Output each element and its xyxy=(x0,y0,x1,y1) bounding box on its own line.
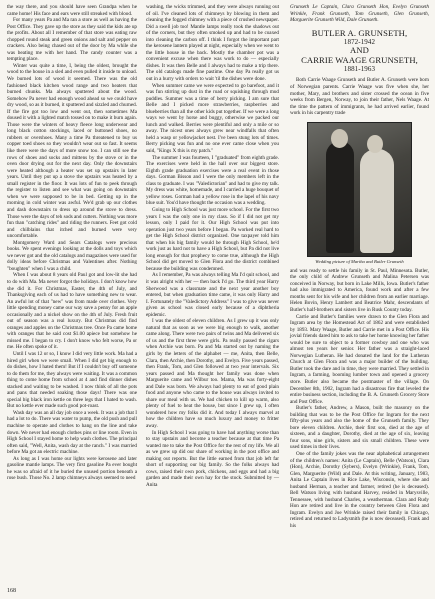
title-line-1: BUTLER A. GRUNSETH, xyxy=(311,27,408,38)
article-body-start xyxy=(290,77,429,116)
paragraph: Carrie and Butler's families were drawn to the Glen Flora and Ingram area by the Homestead Act of 1862 and were established by 1893. Mary Waage, Butler and Carrie met in a Post Office. His jovial friends dared him to ask to take her home knowing her father would be sure to object to a former cowboy and one who was almost ten years her senior. Her father was a straight-laced Norwegian Lutheran. He had donated the land for the Lutheran Church at Glen Flora and was a major builder of the building. Butler took the dare and in time, they were married. They settled in Ingram, a farming, booming lumber town and opened a grocery store. Butler also became the postmaster of the village. On December 8th, 1902, Ingram had a disastrous fire that leveled the entire business section, including the B. A. Grunseth Grocery Store and Post Office. xyxy=(290,313,429,405)
paragraph: Grunseth Le Captain, Clara Grunseth Hon, Evelyn Grunseth Wrinkle, Frank Grunseth, Tom Grunseth, Glen Grunseth, Marguerite Grunseth Wild, Dale Grunseth. xyxy=(290,4,429,24)
column-right xyxy=(290,4,429,530)
article-body-rest xyxy=(290,268,429,530)
groom-figure xyxy=(326,141,354,253)
paragraph: When summer came we were expected to go barefoot, and it was fun stirring up dust in the road or squishing through mud puddles. Summer was a time of berry picking. I am sure that Belle and I picked more strawberries, raspberries and blueberries than all the other kids put together. If we were a long ways we went by horse and buggy, otherwise we packed our lunch and walked. Berries were plentiful and only a mile or so away. The nicest ones always grew near windfalls that often held a wasp or yellowjacket nest. I've been stung lots of times. Berry picking was fun and no one ever came close when you said, "Kings X this is my patch." xyxy=(146,82,279,155)
photo-caption: Wedding picture of Martha and Butler Grunseth xyxy=(315,258,404,264)
paragraph: Until I was 12 or so, I know I did very little work. Ma had a hired girl when we were small. When I did get big enough to do dishes, how I hated them! But if I couldn't buy off someone to do them for me, they always were waiting. It was a common thing to come home from school at 4 and find dinner dishes stacked and waiting to be washed. I now think of all the pots and pans that needed soaking those days! There was one special big black iron kettle on three legs that I hated to wash. But no kettle ever made such good pot-roast. xyxy=(7,350,137,410)
paragraph: Butler's father, Andrew, a Mason, built the masonry on the building that was to be the Post Office for Ingram for the next fifty-plus years and also the home of the Grunseth family. They bore eleven children. Archie, their first son, died at the age of sixteen, and a daughter, Dorothy, died at the age of six, leaving four sons, nine girls, sisters and six small children. These were used times in their lives. xyxy=(290,405,429,451)
paragraph: The summer I was fourteen, I "graduated" from eighth grade. The exercises were held in the hall over our biggest store. Eighth grade graduation exercises were a real event in those days. Gorman Bisson and I were the only members left in the class to graduate. I was "Valedictorian" and had to give my talk. My dress was white, homemade, and I carried a huge bouquet of yellow roses. Gorman had a yellow rose in the lapel of his navy blue suit. You'd have thought the occasion was a wedding. xyxy=(146,154,279,207)
bride-figure xyxy=(360,149,394,253)
paragraph: Montgomery Ward and Sears Catalogs were precious books. We spent evenings looking at the dolls and toys which we never got and the old catalogs and magazines were used for dolly ideas before Christmas and Valentines after. Nothing "boughten" when I was a child. xyxy=(7,239,137,272)
paragraph: Wash day was an all day job once a week. It was a job that I had a lot to do. There was water to pump, the old push and pull machine to operate and clothes to hang on the line and take down. We never had enough clothes pins or line room. Even in High School I stayed home to help wash clothes. The principal often said, "Well, Anita, wash day at the ranch." I was married before Ma got an electric machine. xyxy=(7,409,137,456)
paragraph: Winter was quite a time, I, being the oldest, brought the wood to the house in a sled and even pulled it inside to unload. We burned lots of wood it seemed. There was the old fashioned black kitchen wood range and two heaters that burned chunks. Ma always sputtered about the wood. Somehow Pa never had enough wood ahead so we could have dry wood, so as it burned, it sputtered and sizzled and churned. If the fire got too low and went out, then sometimes Ma doused it with a lighted match tossed on to make it burn again. Those were the winters of heavy fleece long underwear and long black cotton stockings, laced or buttoned shoes, no rubbers or overshoes. Many a time Pa threatened to buy us copper toed shoes so they wouldn't wear out so fast. It seems like there were the days of more snow too. I can still see the rows of shoes and socks and mittens by the stove or in the oven door drying out for the next day. Only the downstairs were heated although a heater was set up upstairs in later years. Until they put up a stove the upstairs was heated by a small register in the floor. It was lots of fun to peek through the register to listen and see what was going on downstairs when we were supposed to be in bed. Getting up in the morning in cold winter was awful. We'd grab up our clothes and dash downstairs to dress up around the stove to dress. Those were the days of teh sods and cutters. Nothing was more fun than "catching rides" and riding the runners. Feet got cold and chilblains that itched and burned were very uncomfortable. xyxy=(7,62,137,240)
paragraph: When I was about 8 years old Paul got and low-lit she had to do with Ma. Ma never forgot the holidays. I don't know how she did it. For Christmas, Easter, the 4th of July, and Thanksgiving each of us had to have something new to wear. An awful lot of that "new" was from made over clothes. Very little spending money came our way save a penny for an apple occasionally and a nickel show on the 4th of July. Fresh fruit out of season was a real luxury. But Christmas did find oranges and apples on the Christmas tree. Once Pa came home with oranges that he said cost $1.00 apiece but somehow he missed me. I began to cry. I don't know who felt worse, Pa or me. He often spoke of it. xyxy=(7,272,137,351)
paragraph: washing, the wicks trimmed, and they were always running out of oil. I've cleaned lots of chimneys by blowing in them and cleaning the fogged chimney with a piece of crushed newspaper. Did a swell job too! Mantle lamps really took the shadows out of the corners, but they often smoked up and had to be coaxed into cleaning the carbon off. I think I forgot the important part the kerosene lantern played at night, especially when we went to the little house in the back. Mostly the chamber pot was a convenient excuse when there was work to do — especially dishes. It was then Belle and I always had to make a trip there. The old catalogs made fine pastime. One day Pa really got us out in a hurry with orders to wait 'til the dishes were done. xyxy=(146,4,279,83)
paragraph: For many years Pa and Ma ran a store as well as having the Post Office. They gave up the store as they said the kids ate up the profits. About all I remember of that store was eating raw chopped round steak and green onions and salt and pepper on crackers. Also being chased out of the door by Ma while she was beating me with her hand. The candy counter was a tempting place. xyxy=(7,17,137,63)
children-list-continued xyxy=(290,4,429,24)
title-and: AND xyxy=(350,45,369,56)
paragraph: Both Carrie Waage Grunseth and Butler A. Grunseth were born of Norwegian parents. Carrie Waage was five when she, her mother, Mary, and brothers and sister crossed the ocean in five weeks from Bergen, Norway, to join their father, Nels Waage. At the time the pattern of immigrants, he had arrived earlier, found work in his carpentry trade xyxy=(290,77,429,117)
paragraph: I was the oldest of eleven children. As I grew up it was only natural that as soon as we were big enough to walk, another came along. There were two pairs of twins and Ma delivered six of us and the first three were girls. Pa really passed the cigars when Archie was born. Pa and Ma started out by naming the girls by the letters of the alphabet — me, Anita, then Belle, Clara, then Archie, then Dorothy, and Evelyn. Five years passed, then Frank, Tom, and Glen followed at two year intervals. Six years passed and Ma thought her family was done when Marguerite came and Wilbur too. Mama, Ma was forty-eight and Dale was born. We always had plenty to eat of good plain food and anyone who came to the house was always invited to share our meal with us. We had chicken to kill up warm, also plenty of fuel to heat the house, but since I grew up, I often wondered how my folks did it. And today I always marvel at how the children have so much luxury and money to fritter away. xyxy=(146,318,280,429)
bride-head xyxy=(367,135,383,153)
title-line-2: CARRIE WAAGE GRUNSETH, xyxy=(301,54,418,65)
page-number: 168 xyxy=(7,588,16,594)
paragraph: As I remember, Pa was always telling Ma I'd quit school, and it was alright with her — then back I'd go. The third year Harry Sherwood was a classmate and the next year another boy entered, but when graduation time came, it was only Harry and I. Fortunately the "Valedictory Address" I was to give was never given as school was closed early because of a diphtheria epidemic. xyxy=(146,272,279,318)
title-years-1: 1872-1942 xyxy=(343,38,376,47)
groom-head xyxy=(331,129,348,148)
title-years-2: 1881-1963 xyxy=(343,65,376,74)
column-middle xyxy=(146,4,279,488)
paragraph: In High School I was going to have had anything worse than to stay upstairs and become a teacher because at that time Pa wanted me to take the Post Office for the rest of my life. We all as we grew up did our share of working in the post office and making out reports. But the little earned from that job left far short of supporting our big family. So the folks always had cows, raised their own pork, chickens, and eggs and had a big garden and made their own hay for the stock. Submitted by — Anita xyxy=(146,429,279,488)
paragraph: and was ready to settle his family in St. Paul, Minnesota. Butler, the only child of Andrew Grunseth and Malina Petersen was conceived in Norway, but born in Lake Mills, Iowa. Butler's father had also immigrated to America, found work and after a few months sent for his wife and her children from an earlier marriage. Helen Bovin, Henry Lambert and Beatrice Mahr, descendants of Butler's half-brothers and sisters live in Rusk County today. xyxy=(290,267,429,313)
paragraph: As long as I was home our lights were kerosene and later gasoline mantle lamps. The very first gasoline Pa ever bought he was so afraid of it he buried the unused portion beneath a rose bush. Those No. 2 lamp chimneys always seemed to need xyxy=(7,455,137,482)
article-title xyxy=(290,29,429,74)
wedding-photo xyxy=(307,122,412,257)
column-left xyxy=(7,4,137,482)
paragraph: Going to High School was just more school. For the first two years I was the only one in my class. So if I did not get my lesson, only I paid for it. Our High School was put into operation just two years before I began. Pa worked real hard to get the High School district organized. One taxpayer told him that when his big family would be through High School, he'd work just as hard not to have a High School, but Pa did not live long enough for that prophecy to come true, although the High School did get moved to Glen Flora and the district combined because the building was condemned. xyxy=(146,206,279,272)
paragraph: the way there, and you should have seen Grandpa when he came home! His face and ears were still streaked with blood. xyxy=(7,4,137,17)
paragraph: One of the family jokes was the near alphabetical arrangement of the children's names: Anita (Le Captain), Belle (Watson), Clara (Hon), Archie, Dorothy (Sybers), Evelyn (Wrinkle), Frank, Tom, Glen, Marguerite (Wild) and Dale. At this writing, January, 1983, Anita Le Captain lives in Rice Lake, Wisconsin, where she and husband Herman, a teacher and farmer, retired (he is deceased). Bell Watson living with husband Harvey, resided in Marysville, Tennessee, with husband Charles, a weatherman. Clara and Rudy Hon are retired and live in the country between Glen Flora and Ingram. Evelyn and Joe Wrinkle raised their family in Chicago, retired and returned to Ladysmith (he is now deceased). Frank and his xyxy=(290,451,429,530)
